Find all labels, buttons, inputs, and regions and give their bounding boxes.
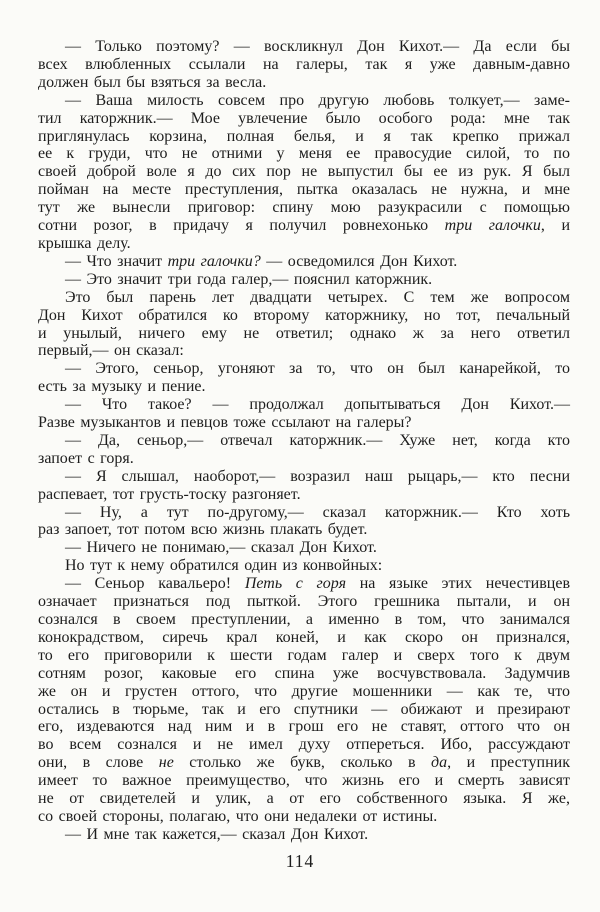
text-line: пойман на месте преступления, пытка оказалась не нужна, и мне — [38, 181, 570, 199]
text-line: имеет то важное преимущество, что жизнь его и смерть зависят — [38, 772, 570, 790]
text-line: ее к груди, что не отними у меня ее правосудие силой, то по — [38, 145, 570, 163]
text-line: его, издеваются над ним и в грош его не ставят, оттого что он — [38, 718, 570, 736]
text-line: — Я слышал, наоборот,— возразил наш рыцарь,— кто песни — [65, 467, 570, 485]
text-line: — Сеньор кавальеро! Петь с горя на языке этих нечестивцев — [65, 575, 570, 593]
text-line: сотни розог, в придачу я получил ровнехонько три галочки, и — [38, 217, 571, 235]
text-line: распевает, тот грусть-тоску разгоняет. — [38, 485, 301, 503]
text-line: крышка делу. — [38, 234, 131, 252]
text-line: означает признаться под пыткой. Этого грешника пытали, и он — [38, 593, 570, 611]
page-number: 114 — [285, 851, 315, 871]
text-line: Но тут к нему обратился один из конвойных: — [65, 557, 383, 575]
text-line: — Ну, а тут по-другому,— сказал каторжник.— Кто хоть — [65, 503, 570, 521]
text-line: и унылый, ничего ему не ответил; однако ж за него ответил — [38, 324, 570, 342]
text-line: раз запоет, тот потом всю жизнь плакать будет. — [38, 521, 368, 539]
text-line: первый,— он сказал: — [38, 342, 184, 360]
text-block — [38, 38, 570, 844]
text-line: не от свидетелей и улик, а от его собственного языка. Я же, — [38, 790, 570, 808]
text-line: Это был парень лет двадцати четырех. С тем же вопросом — [65, 288, 570, 306]
text-line: запоет с горя. — [38, 449, 134, 467]
text-line: приглянулась корзина, полная белья, и я так крепко прижал — [38, 127, 570, 145]
text-line: должен был бы взяться за весла. — [38, 73, 267, 91]
text-line: тил каторжник.— Мое увлечение было особого рода: мне так — [38, 109, 570, 127]
text-line: — И мне так кажется,— сказал Дон Кихот. — [65, 825, 369, 843]
text-line: есть за музыку и пение. — [38, 378, 206, 396]
text-line: — Да, сеньор,— отвечал каторжник.— Хуже нет, когда кто — [65, 431, 570, 449]
text-line: конокрадством, сиречь крал коней, и как скоро он признался, — [38, 628, 570, 646]
text-line: сознался в своем преступлении, а именно в том, что занимался — [38, 611, 570, 628]
text-line: — Ничего не понимаю,— сказал Дон Кихот. — [65, 539, 377, 557]
text-line: они, в слове не столько же букв, сколько в да, и преступник — [38, 754, 571, 772]
text-line: то его приговорили к шести годам галер и сверх того к двум — [38, 646, 570, 664]
text-line: Дон Кихот обратился ко второму каторжнику, но тот, печальный — [38, 306, 570, 324]
text-line: Разве музыкантов и певцов тоже ссылают на галеры? — [38, 414, 412, 432]
text-line: — Этого, сеньор, угоняют за то, что он был канарейкой, то — [65, 360, 570, 378]
text-line: — Только поэтому? — воскликнул Дон Кихот.— Да если бы — [65, 38, 570, 55]
text-line: остались в тюрьме, так и его спутники — обижают и презирают — [38, 700, 570, 718]
text-line: — Что значит три галочки? — осведомился Дон Кихот. — [65, 252, 458, 270]
text-line: своей доброй воле я до сих пор не выпустил бы ее из рук. Я был — [38, 163, 570, 181]
text-line: сотням розог, каковые его спина уже восчувствовала. Задумчив — [38, 664, 570, 682]
text-line: во всем сознался и не имел духу отпереться. Ибо, рассуждают — [38, 736, 570, 754]
text-line: со своей стороны, полагаю, что они недалеки от истины. — [38, 807, 438, 825]
text-line: — Что такое? — продолжал допытываться Дон Кихот.— — [65, 396, 570, 414]
text-line: тут же вынесли приговор: спину мою разукрасили с помощью — [38, 199, 570, 217]
text-line: всех влюбленных ссылали на галеры, так я уже давным-давно — [38, 55, 570, 73]
text-line: же он и грустен оттого, что другие мошенники — как те, что — [38, 682, 570, 700]
text-line: — Это значит три года галер,— пояснил каторжник. — [65, 270, 433, 288]
text-line: — Ваша милость совсем про другую любовь толкует,— заме- — [65, 91, 570, 109]
